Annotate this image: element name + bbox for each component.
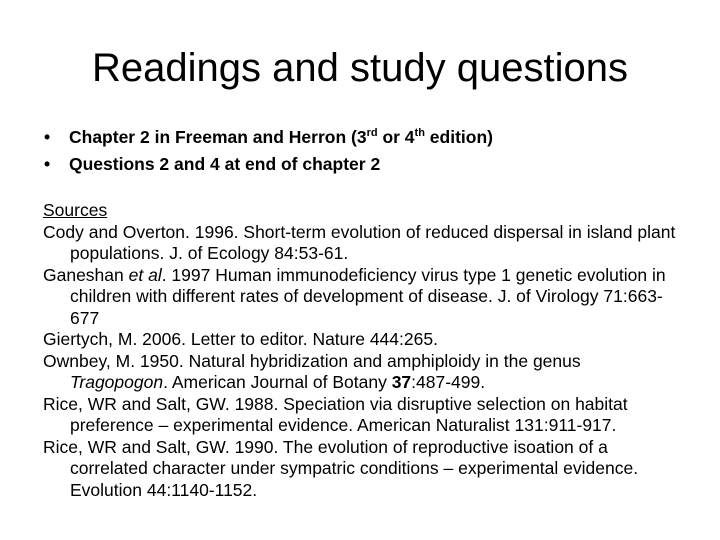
- reference-italic: Tragopogon: [70, 372, 164, 392]
- reference-text-post: . 1997 Human immunodeficiency virus type 1 genetic evolution in children with different rates of development of disease. J. of Virology 71:663-677: [70, 264, 666, 328]
- reference-text: Rice, WR and Salt, GW. 1988. Speciation via disruptive selection on habitat preference – experimental evidence. American Naturalist 131:911-917.: [43, 393, 628, 435]
- reference-item: [43, 329, 683, 351]
- reference-item: [43, 351, 683, 394]
- sources-section: [43, 200, 683, 501]
- superscript-rd: rd: [366, 127, 378, 140]
- slide-title: Readings and study questions: [92, 46, 628, 90]
- bullet-text: Questions 2 and 4 at end of chapter 2: [69, 154, 381, 174]
- bullet-dot-icon: •: [44, 154, 51, 174]
- reference-item: [43, 394, 683, 437]
- reference-item: [43, 265, 683, 330]
- bullet-list: [44, 124, 493, 178]
- reference-text: Giertych, M. 2006. Letter to editor. Nature 444:265.: [43, 329, 438, 349]
- bullet-item-questions: [44, 151, 493, 178]
- reference-text-mid: . American Journal of Botany: [163, 372, 392, 392]
- reference-text: Cody and Overton. 1996. Short-term evolution of reduced dispersal in island plant populations. J. of Ecology 84:53-61.: [43, 221, 676, 263]
- reference-bold: 37: [391, 372, 412, 392]
- reference-text-post: :487-499.: [411, 372, 486, 392]
- bullet-text-part: or 4: [377, 127, 415, 147]
- sources-heading: Sources: [43, 200, 108, 220]
- reference-item: [43, 222, 683, 265]
- bullet-text-part: Chapter 2 in Freeman and Herron (3: [69, 127, 367, 147]
- reference-text-pre: Ownbey, M. 1950. Natural hybridization and amphiploidy in the genus: [43, 350, 581, 371]
- bullet-text-part: edition): [424, 127, 493, 147]
- reference-item: [43, 437, 683, 502]
- reference-text-pre: Ganeshan: [43, 264, 129, 285]
- superscript-th: th: [414, 127, 425, 140]
- bullet-dot-icon: •: [44, 127, 51, 147]
- reference-italic: et al: [128, 264, 162, 285]
- reference-text: Rice, WR and Salt, GW. 1990. The evolution of reproductive isoation of a correlated character under sympatric conditions – experimental evidence. Evolution 44:1140-1152.: [43, 436, 639, 500]
- bullet-item-readings: [44, 124, 493, 151]
